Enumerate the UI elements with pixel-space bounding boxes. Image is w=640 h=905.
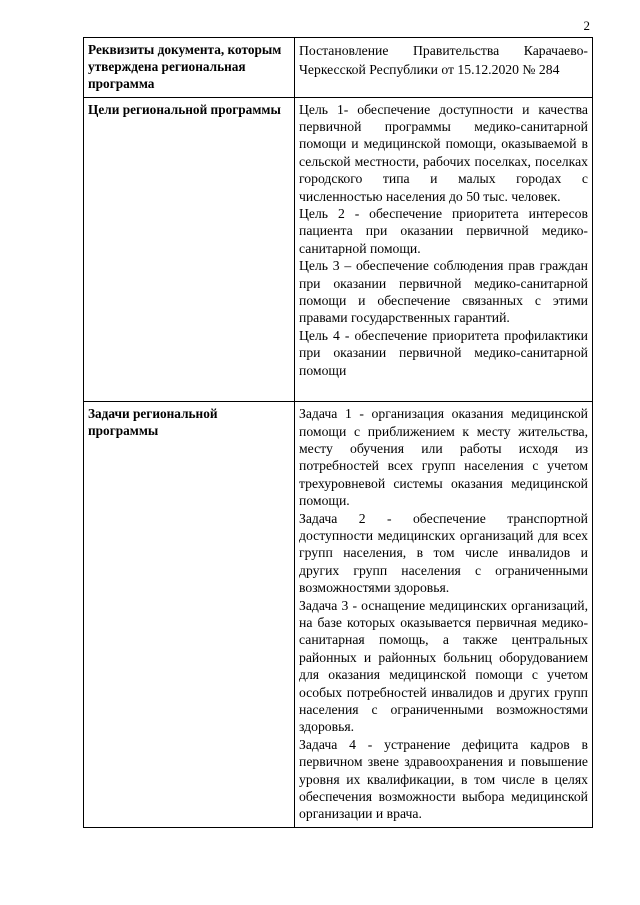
row-label-tasks: Задачи региональной программы [84,402,295,828]
task-3-text: Задача 3 - оснащение медицинских организаций, на базе которых оказывается первичная медико-санитарная помощь, а также центральных районных и районных больниц оборудованием для оказания медицинской помощи с учетом особых потребностей инвалидов и других групп населения с ограниченными возможностями здоровья. [299,597,588,735]
task-2-text: Задача 2 - обеспечение транспортной доступности медицинских организаций для всех групп населения, в том числе инвалидов и других групп населения с ограниченными возможностями здоровья. [299,510,588,596]
table-row-requisites [84,38,593,98]
task-4-text: Задача 4 - устранение дефицита кадров в первичном звене здравоохранения и повышение уровня их квалификации, в том числе в целях обеспечения возможности выбора медицинской организации и врача. [299,736,588,822]
row-label-requisites: Реквизиты документа, которым утверждена региональная программа [84,38,295,98]
row-value-requisites [295,38,593,98]
program-passport-table [83,37,593,828]
goal-1-text: Цель 1- обеспечение доступности и качества первичной программы медико-санитарной помощи и медицинской помощи, оказываемой в сельской местности, рабочих поселках, поселках городского типа и малых городах с численностью населения до 50 тыс. человек. [299,101,588,204]
row-value-goals [295,97,593,402]
goal-4-text: Цель 4 - обеспечение приоритета профилактики при оказании первичной медико-санитарной помощи [299,327,588,378]
goal-3-text: Цель 3 – обеспечение соблюдения прав граждан при оказании первичной медико-санитарной помощи и обеспечение связанных с этими правами государственных гарантий. [299,258,588,326]
row-value-tasks [295,402,593,828]
requisites-text: Постановление Правительства Карачаево-Черкесской Республики от 15.12.2020 № 284 [299,43,588,77]
row-label-goals: Цели региональной программы [84,97,295,402]
table-row-tasks [84,402,593,828]
page-number: 2 [583,18,590,33]
task-1-text: Задача 1 - организация оказания медицинской помощи с приближением к месту жительства, месту обучения или работы исходя из потребностей всех групп населения с учетом трехуровневой системы оказания медицинской помощи. [299,406,588,509]
table-row-goals [84,97,593,402]
goal-2-text: Цель 2 - обеспечение приоритета интересов пациента при оказании первичной медико-санитарной помощи. [299,206,588,256]
